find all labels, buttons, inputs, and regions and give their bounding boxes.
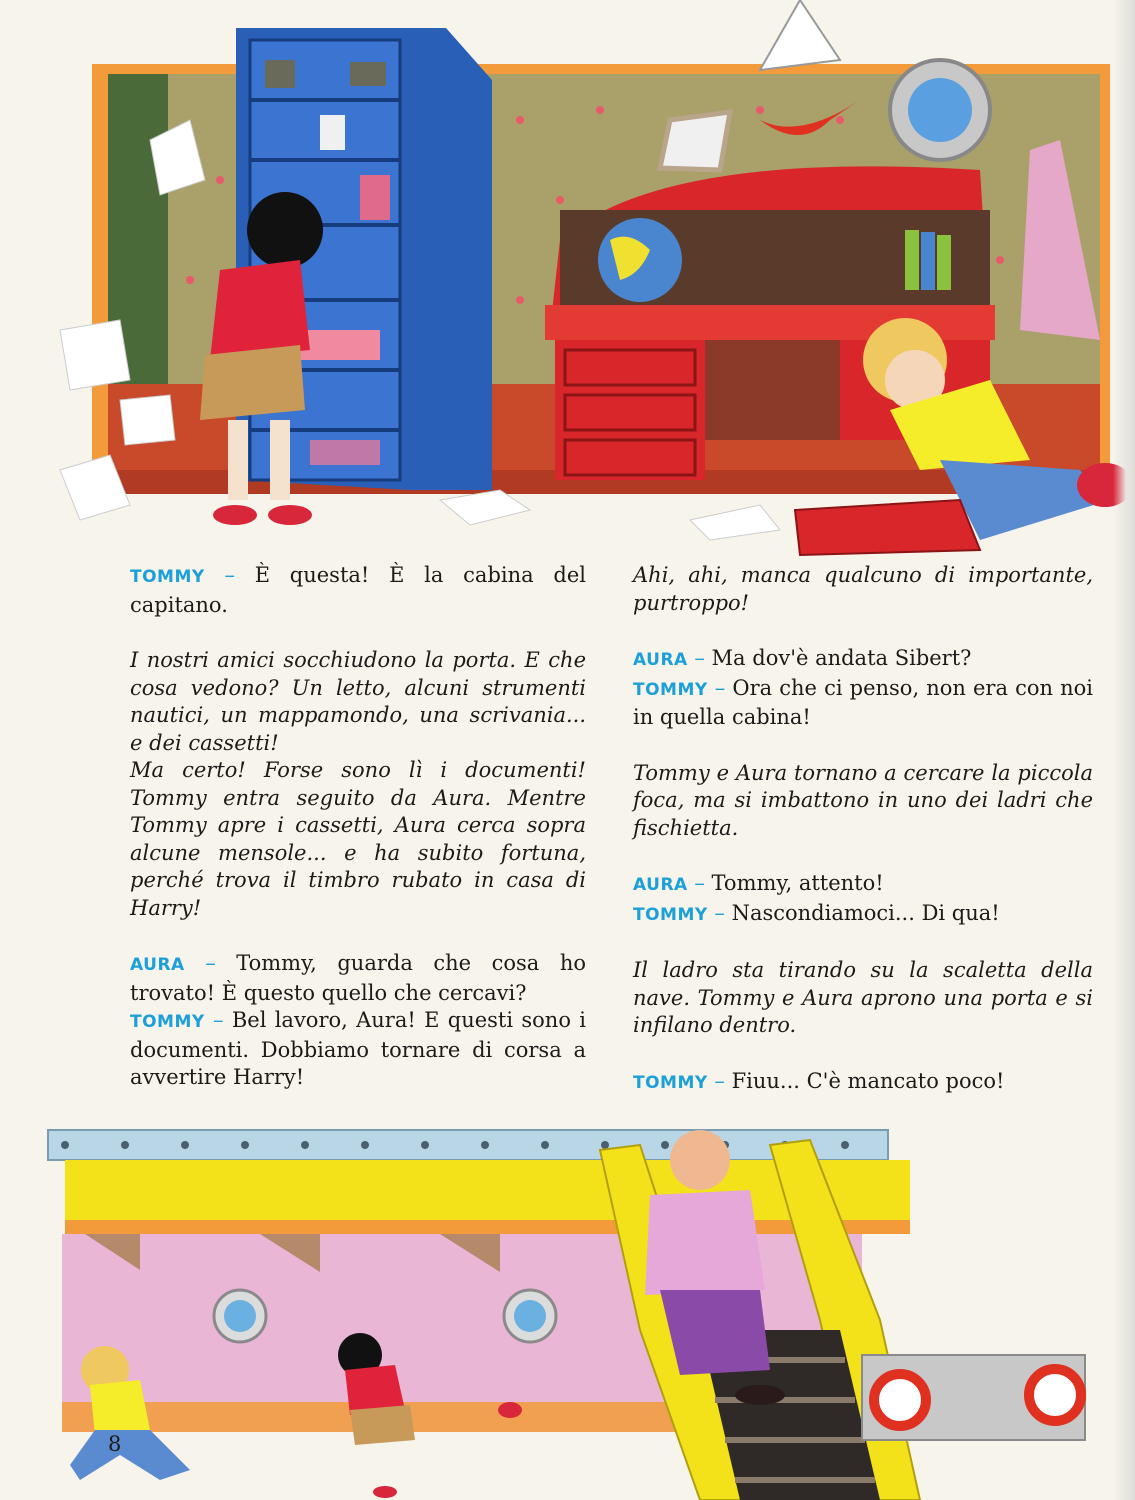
dialogue-line: TOMMY – Bel lavoro, Aura! E questi sono i documenti. Dobbiamo tornare di corsa a avvertire Harry! [130,1008,586,1089]
dialogue-text: Ora che ci penso, non era con noi in quella cabina! [633,675,1093,729]
speaker-label: AURA [130,955,185,975]
dialogue-line: AURA – Ma dov'è andata Sibert? [633,646,972,670]
dialogue-text: È questa! È la cabina del capitano. [130,563,586,617]
speaker-label: AURA [633,875,688,895]
narration-paragraph: Ahi, ahi, manca qualcuno di importante, purtroppo! [633,563,1093,615]
ship-deck-illustration [0,1125,1135,1500]
speaker-label: TOMMY [130,1012,205,1032]
left-text-column [130,562,586,1092]
speaker-label: TOMMY [633,679,708,700]
page-edge-shadow [1113,0,1135,1500]
dialogue-text: Bel lavoro, Aura! E questi sono i documenti. Dobbiamo tornare di corsa a avvertire Harry! [130,1008,586,1089]
dialogue-line: TOMMY – È questa! È la cabina del capitano. [130,563,586,617]
speaker-label: AURA [633,650,688,670]
dialogue-text: Ma dov'è andata Sibert? [711,646,972,670]
narration-paragraph: I nostri amici socchiudono la porta. E che cosa vedono? Un letto, alcuni strumenti nautici, un mappamondo, una scrivania... e dei cassetti! [130,648,586,755]
narration-paragraph: Tommy e Aura tornano a cercare la piccola foca, ma si imbattono in uno dei ladri che fischietta. [633,760,1093,840]
dialogue-line: AURA – Tommy, attento! [633,871,884,895]
dialogue-line: TOMMY – Nascondiamoci... Di qua! [633,900,1000,925]
speaker-label: TOMMY [130,567,205,587]
dialogue-text: Fiuu... C'è mancato poco! [731,1068,1005,1093]
dialogue-line: AURA – Tommy, guarda che cosa ho trovato! È questo quello che cercavi? [130,951,586,1005]
dialogue-line: TOMMY – Fiuu... C'è mancato poco! [633,1068,1005,1093]
speaker-label: TOMMY [633,904,708,925]
narration-paragraph: Il ladro sta tirando su la scaletta della nave. Tommy e Aura aprono una porta e si infilano dentro. [633,958,1093,1037]
speaker-label: TOMMY [633,1072,708,1093]
dialogue-text: Tommy, attento! [711,871,884,895]
dialogue-text: Nascondiamoci... Di qua! [731,900,1000,925]
right-text-column [633,562,1093,1097]
page-number: 8 [108,1432,122,1456]
dialogue-text: Tommy, guarda che cosa ho trovato! È questo quello che cercavi? [130,951,586,1005]
cabin-illustration [0,0,1135,560]
dialogue-line: TOMMY – Ora che ci penso, non era con noi in quella cabina! [633,675,1093,729]
narration-paragraph: Ma certo! Forse sono lì i documenti! Tommy entra seguito da Aura. Mentre Tommy apre i cassetti, Aura cerca sopra alcune mensole... e ha subito fortuna, perché trova il timbro rubato in casa di Harry! [130,758,586,920]
